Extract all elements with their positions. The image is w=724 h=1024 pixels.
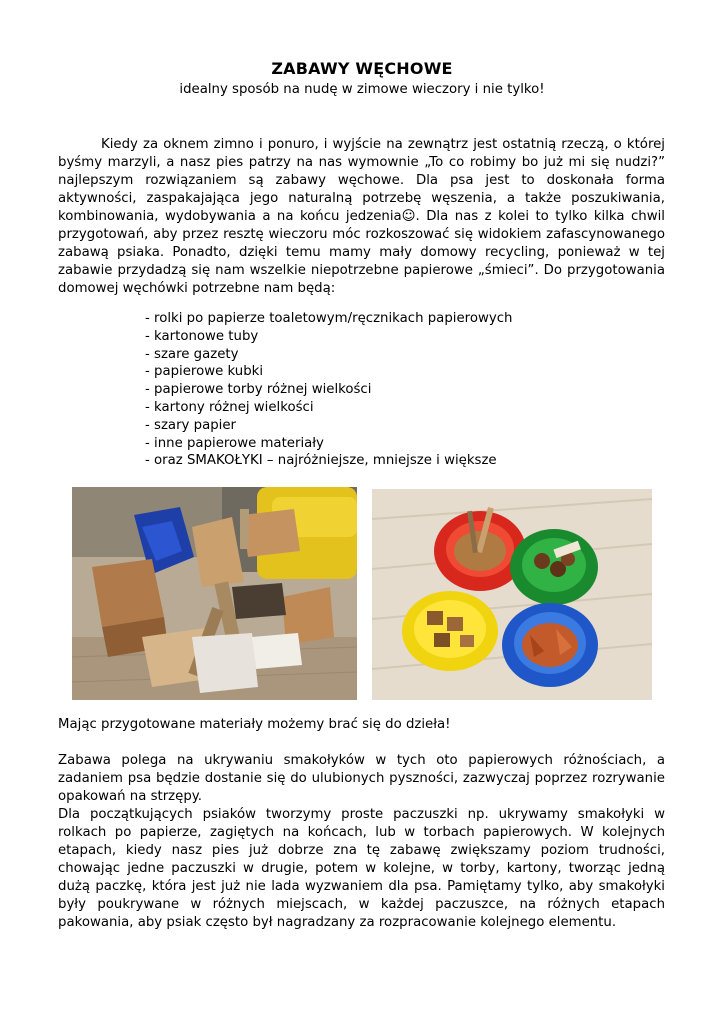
list-item: - kartony różnej wielkości bbox=[145, 399, 314, 415]
steps-paragraph: Dla początkujących psiaków tworzymy proste paczuszki np. ukrywamy smakołyki w rolkach po papierze, zagiętych na końcach, lub w torbach papierowych. W kolejnych etapach, kiedy nasz pies już dobrze zna tę zabawę zwiększamy poziom trudności, chowając jedne paczuszki w drugie, potem w kolejne, w torby, kartony, tworząc jedną dużą paczkę, która jest już nie lada wyzwaniem dla psa. Pamiętamy tylko, aby smakołyki były poukrywane w różnych miejscach, w każdej paczuszce, na różnych etapach pakowania, aby psiak często był nagradzany za rozpracowanie kolejnego elementu. bbox=[58, 807, 665, 930]
game-paragraph: Zabawa polega na ukrywaniu smakołyków w tych oto papierowych różnościach, a zadaniem psa będzie dostanie się do ulubionych pyszności, zazwyczaj poprzez rozrywanie opakowań na strzępy. bbox=[58, 753, 665, 804]
intro-paragraph: Kiedy za oknem zimno i ponuro, i wyjście na zewnątrz jest ostatnią rzeczą, o której byśmy marzyli, a nasz pies patrzy na nas wymownie „To co robimy bo już mi się nudzi?” najlepszym rozwiązaniem są zabawy węchowe. Dla psa jest to doskonała forma aktywności, zaspakajająca jego naturalną potrzebę węszenia, a także poszukiwania, kombinowania, wydobywania a na końcu jedzenia☺. Dla nas z kolei to tylko kilka chwil przygotowań, aby przez resztę wieczoru móc rozkoszować się widokiem zafascynowanego zabawą psiaka. Ponadto, dzięki temu mamy mały domowy recycling, ponieważ w tej zabawie przydadzą się nam wszelkie niepotrzebne papierowe „śmieci”. Do przygotowania domowej węchówki potrzebne nam będą: bbox=[58, 137, 665, 296]
list-item: - papierowe torby różnej wielkości bbox=[145, 382, 372, 398]
photo-treat-bowls bbox=[372, 489, 652, 700]
ready-line: Mając przygotowane materiały możemy brać się do dzieła! bbox=[58, 717, 451, 732]
materials-list bbox=[145, 310, 512, 470]
list-item: - szare gazety bbox=[145, 346, 239, 362]
document-title: ZABAWY WĘCHOWE bbox=[271, 59, 453, 78]
list-item: - papierowe kubki bbox=[145, 364, 264, 380]
photo-paper-materials bbox=[72, 487, 357, 700]
document-subtitle: idealny sposób na nudę w zimowe wieczory i nie tylko! bbox=[179, 82, 545, 97]
list-item: - oraz SMAKOŁYKI – najróżniejsze, mniejsze i większe bbox=[145, 453, 497, 469]
list-item: - kartonowe tuby bbox=[145, 328, 259, 344]
list-item: - inne papierowe materiały bbox=[145, 435, 324, 451]
list-item: - rolki po papierze toaletowym/ręcznikach papierowych bbox=[145, 311, 513, 326]
list-item: - szary papier bbox=[145, 417, 237, 433]
